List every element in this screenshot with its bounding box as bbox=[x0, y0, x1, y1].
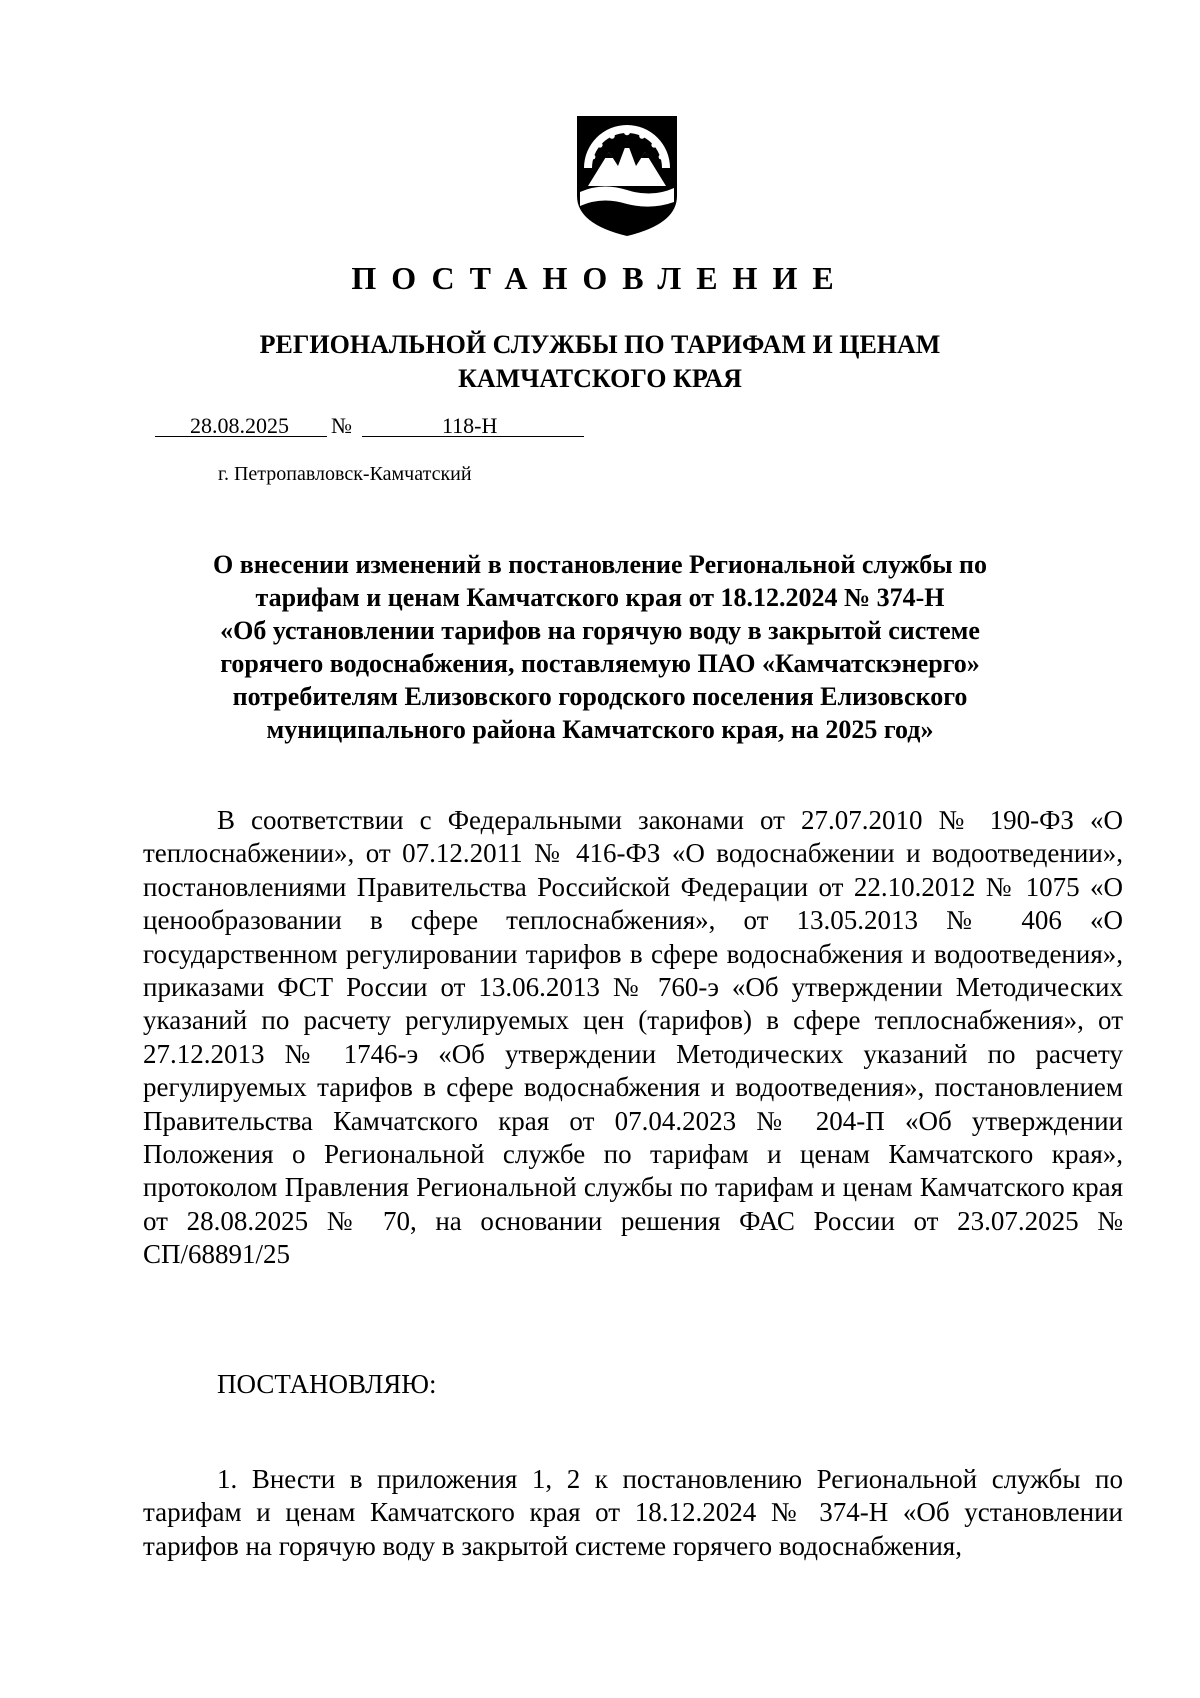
subject-line-4: горячего водоснабжения, поставляемую ПАО «Камчатскэнерго» bbox=[220, 649, 980, 678]
subject-line-2: тарифам и ценам Камчатского края от 18.12.2024 № 374-Н bbox=[255, 583, 945, 612]
number-sign: № bbox=[331, 413, 352, 438]
subject-line-1: О внесении изменений в постановление Региональной службы по bbox=[213, 550, 987, 579]
preamble-paragraph: В соответствии с Федеральными законами от 27.07.2010 № 190-ФЗ «О теплоснабжении», от 07.12.2011 № 416-ФЗ «О водоснабжении и водоотведении», постановлениями Правительства Российской Федерации от 22.10.2012 № 1075 «О ценообразовании в сфере теплоснабжения», от 13.05.2013 № 406 «О государственном регулировании тарифов в сфере водоснабжения и водоотведения», приказами ФСТ России от 13.06.2013 № 760-э «Об утверждении Методических указаний по расчету регулируемых цен (тарифов) в сфере теплоснабжения», от 27.12.2013 № 1746-э «Об утверждении Методических указаний по расчету регулируемых тарифов в сфере водоснабжения и водоотведения», постановлением Правительства Камчатского края от 07.04.2023 № 204-П «Об утверждении Положения о Региональной службе по тарифам и ценам Камчатского края», протоколом Правления Региональной службы по тарифам и ценам Камчатского края от 28.08.2025 № 70, на основании решения ФАС России от 23.07.2025 № СП/68891/25 bbox=[143, 805, 1123, 1270]
coat-of-arms-icon bbox=[574, 112, 680, 238]
subject-line-3: «Об установлении тарифов на горячую воду в закрытой системе bbox=[220, 616, 980, 645]
document-number: 118-Н bbox=[442, 413, 498, 438]
date-underline bbox=[155, 436, 327, 437]
issuer-line-2: КАМЧАТСКОГО КРАЯ bbox=[458, 364, 742, 393]
document-city: г. Петропавловск-Камчатский bbox=[218, 463, 472, 485]
document-type-title: ПОСТАНОВЛЕНИЕ bbox=[351, 260, 849, 296]
issuer-name bbox=[0, 328, 1200, 396]
subject-line-5: потребителям Елизовского городского поселения Елизовского bbox=[232, 682, 968, 711]
document-subject bbox=[0, 548, 1200, 746]
resolution-item-1: 1. Внести в приложения 1, 2 к постановлению Региональной службы по тарифам и ценам Камчатского края от 18.12.2024 № 374-Н «Об установлении тарифов на горячую воду в закрытой системе горячего водоснабжения, bbox=[143, 1464, 1123, 1561]
issuer-line-1: РЕГИОНАЛЬНОЙ СЛУЖБЫ ПО ТАРИФАМ И ЦЕНАМ bbox=[259, 330, 941, 359]
resolve-heading: ПОСТАНОВЛЯЮ: bbox=[217, 1369, 437, 1399]
document-date: 28.08.2025 bbox=[190, 413, 289, 438]
subject-line-6: муниципального района Камчатского края, на 2025 год» bbox=[266, 715, 934, 744]
number-underline bbox=[362, 436, 584, 437]
